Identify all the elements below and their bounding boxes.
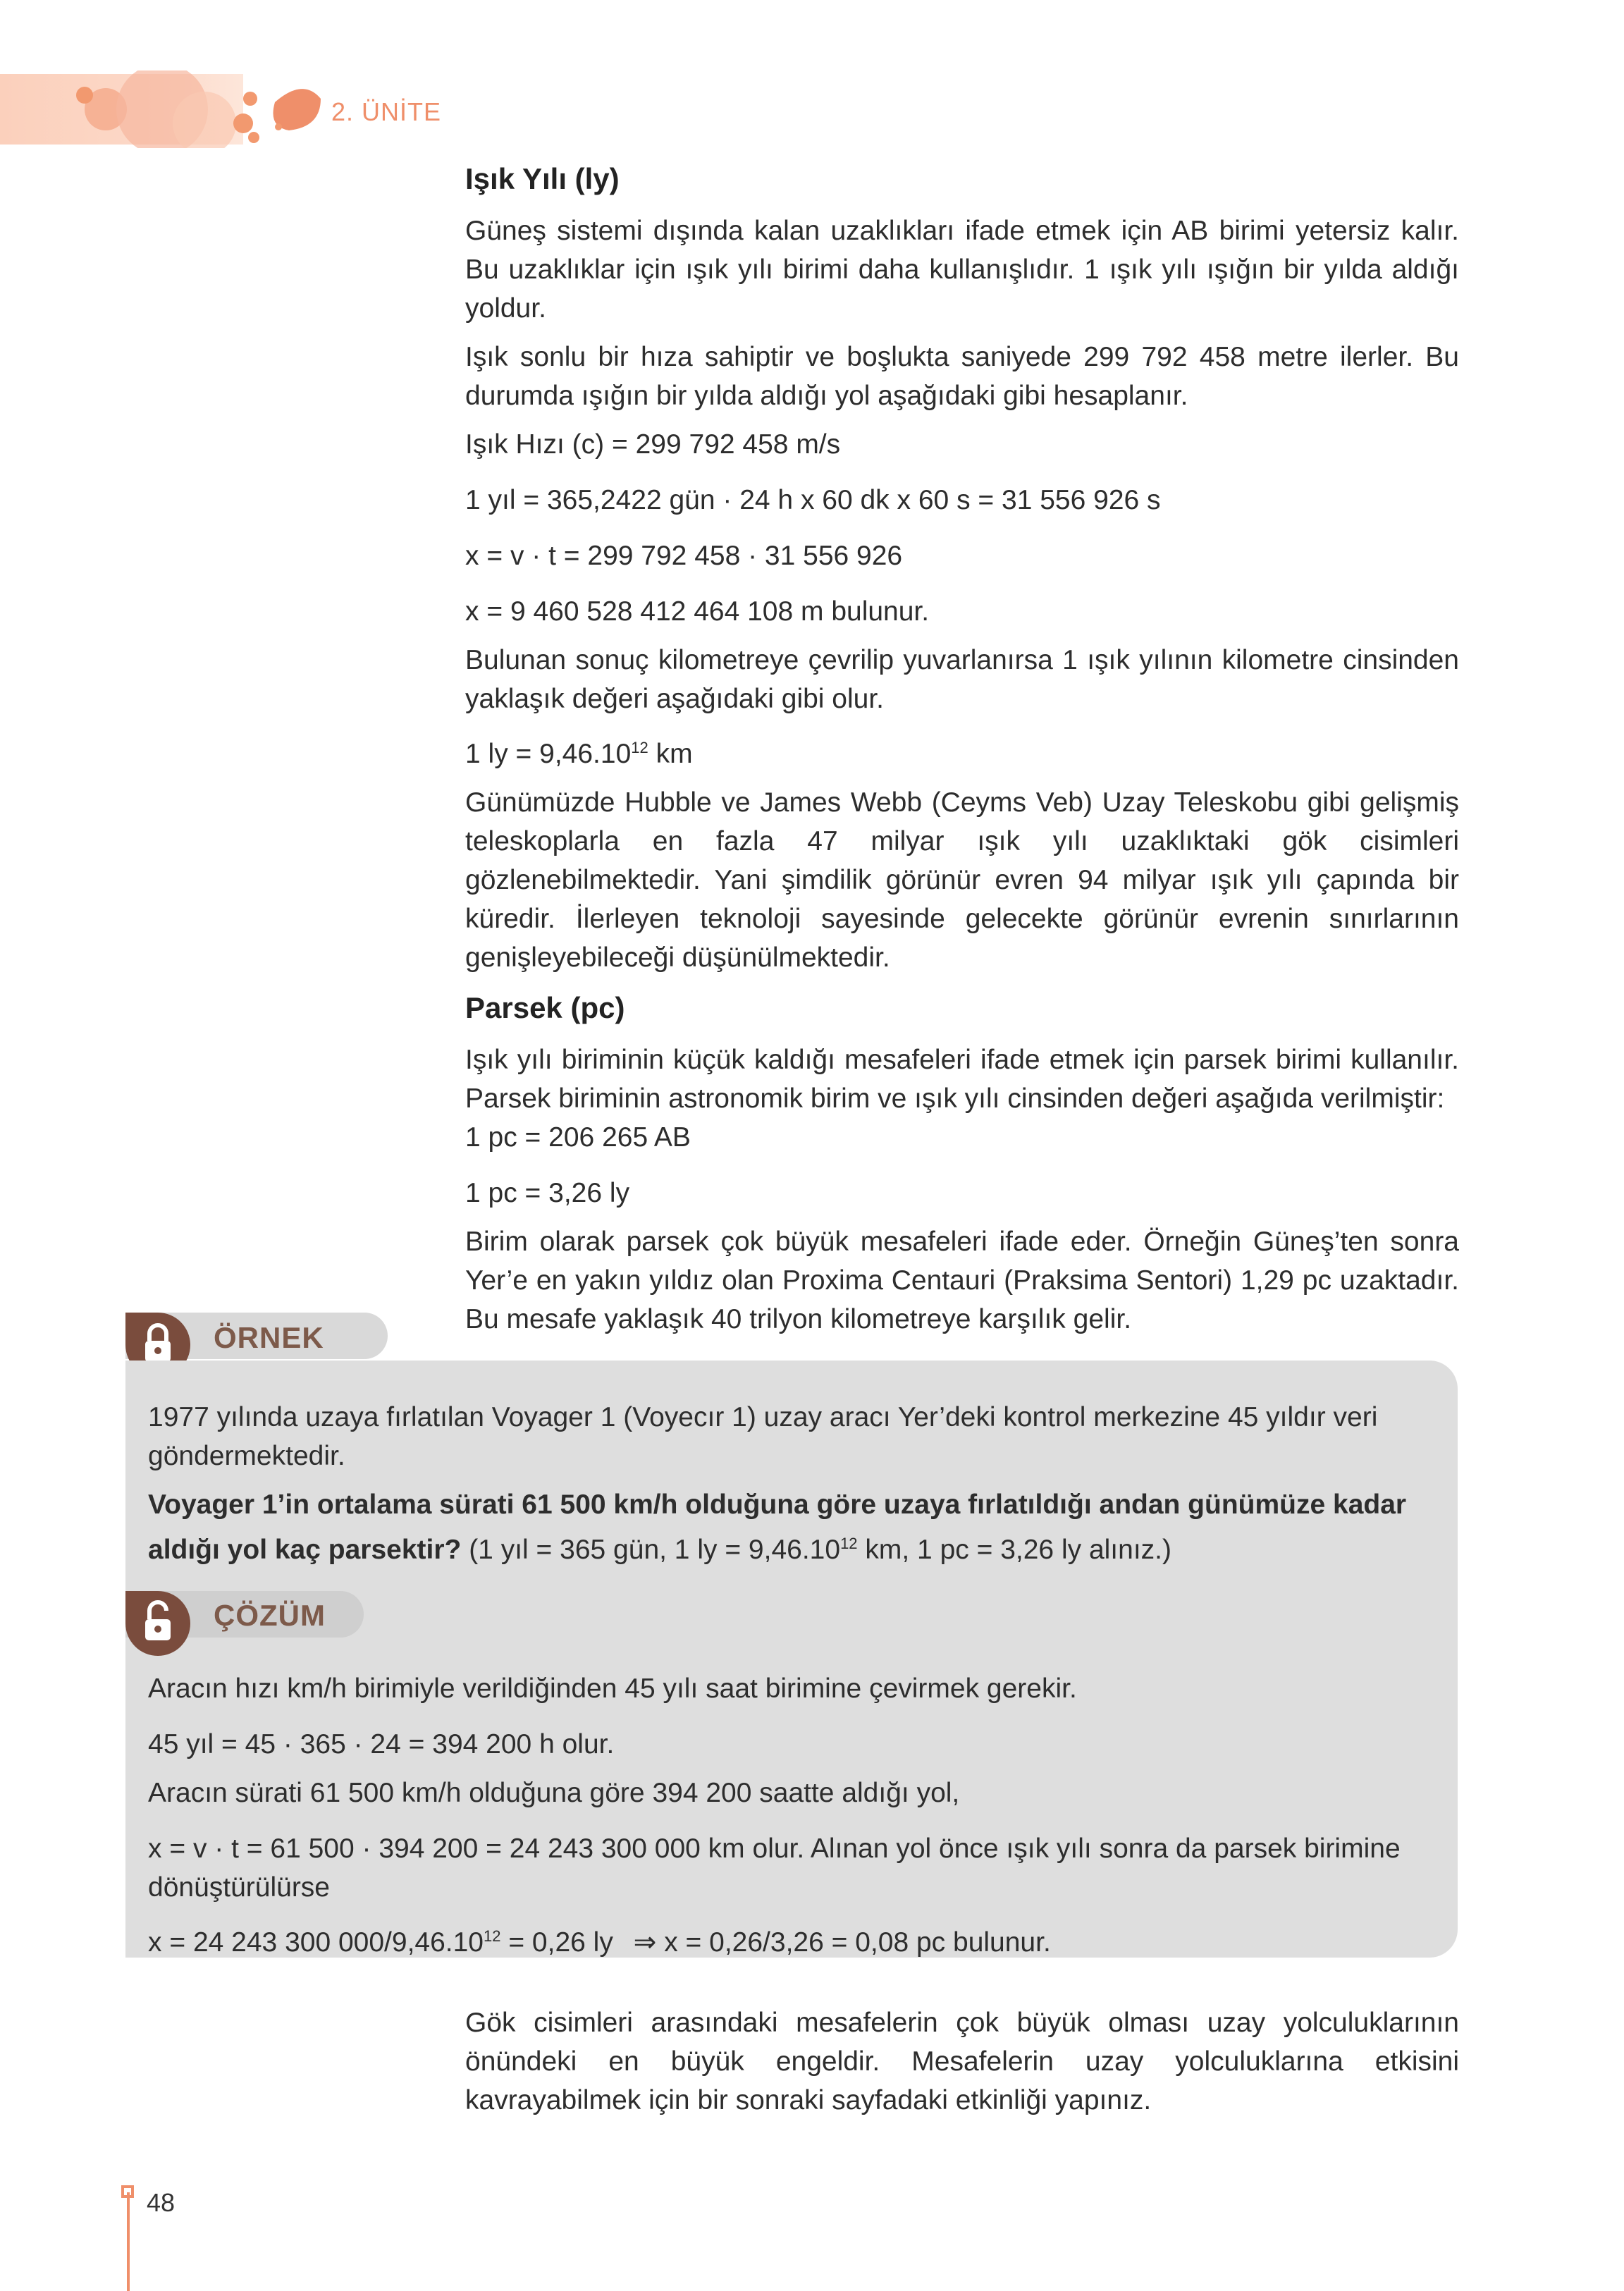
example-content xyxy=(148,1398,1438,1569)
paragraph: Güneş sistemi dışında kalan uzaklıkları ifade etmek için AB birimi yetersiz kalır. Bu uzaklıklar için ışık yılı birimi daha kullanışlıdır. 1 ışık yılı ışığın bir yılda aldığı yoldur. xyxy=(465,216,1459,324)
solution-line: x = 24 243 300 $000/9,46.10^{12} = 0,26$ ly ⇒ x = 0,26/3,26 = 0,08 pc bulunur. xyxy=(148,1927,1051,1958)
formula: 1 pc = 206 265 AB xyxy=(465,1122,691,1153)
section-title-parsec: Parsek (pc) xyxy=(465,991,625,1024)
paragraph: Işık sonlu bir hıza sahiptir ve boşlukta saniyede 299 792 458 metre ilerler. Bu durumda ışığın bir yılda aldığı yol aşağıdaki gibi hesaplanır. xyxy=(465,342,1459,411)
unlock-icon xyxy=(125,1591,190,1656)
solution-line: Aracın sürati 61 500 km/h olduğuna göre 394 200 saatte aldığı yol, xyxy=(148,1778,960,1808)
unit-title: 2. ÜNİTE xyxy=(331,97,442,126)
implies-arrow: ⇒ xyxy=(633,1927,657,1958)
paragraph: Bulunan sonuç kilometreye çevrilip yuvarlanırsa 1 ışık yılının kilometre cinsinden yaklaşık değeri aşağıdaki gibi olur. xyxy=(465,645,1459,714)
formula: 1 ly = $9,46.10^{12}$ km xyxy=(465,739,693,769)
paragraph: Birim olarak parsek çok büyük mesafeleri ifade eder. Örneğin Güneş’ten sonra Yer’e en yakın yıldız olan Proxima Centauri (Praksima Sentori) 1,29 pc uzaktadır. Bu mesafe yaklaşık 40 trilyon kilometreye karşılık gelir. xyxy=(465,1227,1459,1334)
main-content xyxy=(465,162,1459,1339)
closing-paragraph: Gök cisimleri arasındaki mesafelerin çok büyük olması uzay yolculuklarının önündeki en büyük engeldir. Mesafelerin uzay yolculuklarına etkisini kavrayabilmek için bir sonraki sayfadaki etkinliği yapınız. xyxy=(465,2008,1459,2115)
header-decoration xyxy=(0,70,331,148)
solution-line: Aracın hızı km/h birimiyle verildiğinden 45 yılı saat birimine çevirmek gerekir. xyxy=(148,1673,1077,1704)
paragraph: Işık yılı biriminin küçük kaldığı mesafeleri ifade etmek için parsek birimi kullanılır. Parsek biriminin astronomik birim ve ışık yılı cinsinden değeri aşağıda verilmiştir: xyxy=(465,1045,1459,1114)
paragraph: Günümüzde Hubble ve James Webb (Ceyms Veb) Uzay Teleskobu gibi gelişmiş teleskoplarla en fazla 47 milyar ışık yılı uzaklıktaki gök cisimleri gözlenebilmektedir. Yani şimdilik görünür evren 94 milyar ışık yılı çapında bir küredir. İlerleyen teknoloji sayesinde gelecekte görünür evrenin sınırlarının genişleyebileceği düşünülmektedir. xyxy=(465,787,1459,973)
formula: Işık Hızı (c) = 299 792 458 m/s xyxy=(465,429,841,460)
page-line xyxy=(127,2192,130,2291)
solution-label: ÇÖZÜM xyxy=(214,1599,326,1632)
example-question: Voyager 1’in ortalama sürati 61 500 km/h olduğuna göre uzaya fırlatıldığı andan günümüze kadar aldığı yol kaç parsektir? (1 yıl = 365 gün, 1 ly = $9,46.10^{12}$ km, 1 pc = 3,26 ly alınız.) xyxy=(148,1490,1407,1565)
solution-content xyxy=(148,1669,1438,1962)
formula: 1 pc = 3,26 ly xyxy=(465,1178,630,1208)
section-title-light-year: Işık Yılı (ly) xyxy=(465,162,620,195)
formula: x = 9 460 528 412 464 108 m bulunur. xyxy=(465,596,930,627)
page-number: 48 xyxy=(147,2188,176,2217)
formula: 1 yıl = 365,2422 gün · 24 h x 60 dk x 60 s = 31 556 926 s xyxy=(465,485,1161,515)
formula: x = v · t = 299 792 458 · 31 556 926 xyxy=(465,541,903,571)
example-paragraph: 1977 yılında uzaya fırlatılan Voyager 1 (Voyecır 1) uzay aracı Yer’deki kontrol merkezine 45 yıldır veri göndermektedir. xyxy=(148,1402,1378,1471)
solution-line: 45 yıl = 45 · 365 · 24 = 394 200 h olur. xyxy=(148,1729,615,1759)
solution-line: x = v · t = 61 500 · 394 200 = 24 243 300 000 km olur. Alınan yol önce ışık yılı sonra da parsek birimine dönüştürülürse xyxy=(148,1834,1401,1903)
example-label: ÖRNEK xyxy=(214,1321,324,1354)
